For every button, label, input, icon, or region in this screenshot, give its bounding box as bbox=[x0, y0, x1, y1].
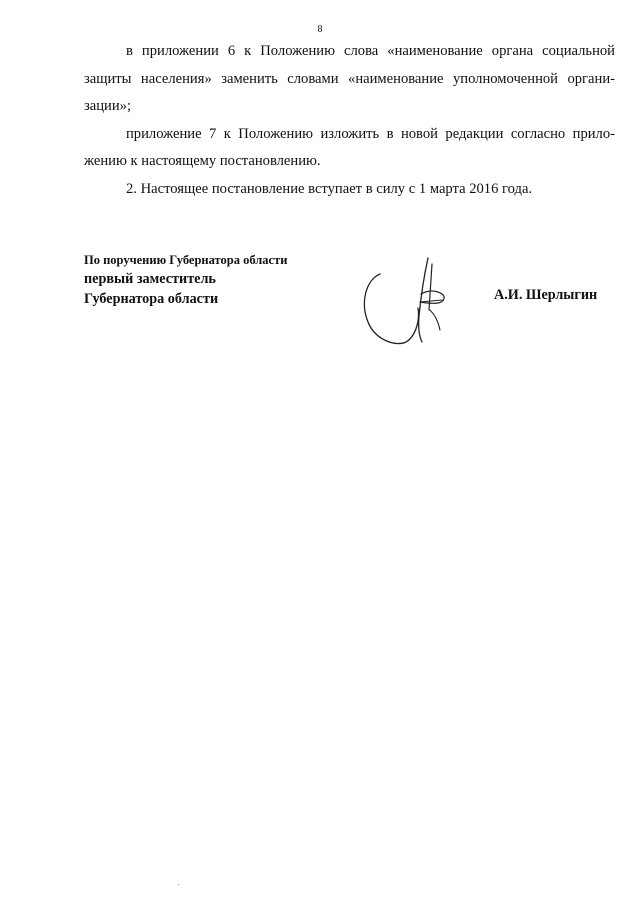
paragraph-line: 2. Настоящее постановление вступает в силу с 1 марта 2016 года. bbox=[126, 180, 533, 197]
handwritten-signature bbox=[358, 250, 458, 350]
signatory-title-line: Губернатора области bbox=[84, 291, 219, 307]
scan-speck bbox=[178, 884, 179, 885]
page-number: 8 bbox=[317, 24, 323, 35]
signatory-title bbox=[84, 251, 287, 309]
paragraph-line: приложение 7 к Положению изложить в новой редакции согласно прило- bbox=[126, 125, 615, 142]
paragraph-line: жению к настоящему постановлению. bbox=[84, 153, 321, 169]
paragraph-appendix-7 bbox=[84, 121, 615, 176]
signer-name: А.И. Шерлыгин bbox=[494, 287, 598, 303]
paragraph-line: зации»; bbox=[84, 98, 132, 114]
document-body bbox=[84, 38, 615, 203]
paragraph-line: в приложении 6 к Положению слова «наименование органа социальной bbox=[126, 43, 615, 59]
paragraph-appendix-6 bbox=[84, 38, 615, 121]
signatory-title-line: По поручению Губернатора области bbox=[84, 253, 288, 267]
paragraph-effective-date bbox=[84, 176, 615, 204]
signatory-title-line: первый заместитель bbox=[84, 271, 216, 287]
paragraph-line: защиты населения» заменить словами «наименование уполномоченной органи- bbox=[84, 70, 615, 87]
